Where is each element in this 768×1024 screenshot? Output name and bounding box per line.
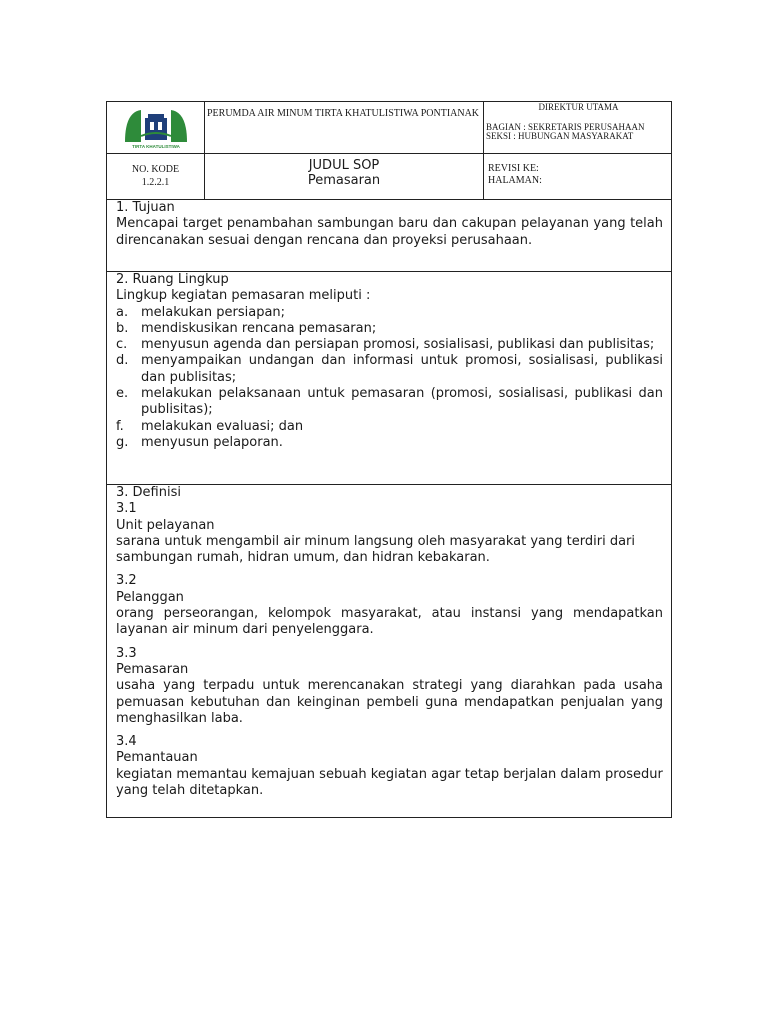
section-definisi [107, 485, 671, 817]
director-title: DIREKTUR UTAMA [538, 102, 619, 112]
definition-term: Unit pelayanan [116, 517, 215, 533]
definition-number: 3.3 [116, 645, 137, 661]
svg-text:TIRTA KHATULISTIWA: TIRTA KHATULISTIWA [132, 144, 180, 149]
definition-text: sarana untuk mengambil air minum langsung oleh masyarakat yang terdiri dari sambungan rumah, hidran umum, dan hidran kebakaran. [116, 533, 635, 566]
sop-document [106, 101, 672, 818]
definition-term: Pemasaran [116, 661, 189, 677]
definition-text: orang perseorangan, kelompok masyarakat, atau instansi yang mendapatkan layanan air minum dari penyelenggara. [116, 606, 663, 638]
section-tujuan [107, 200, 671, 272]
definition-number: 3.1 [116, 501, 137, 517]
definition-number: 3.2 [116, 573, 137, 589]
list-item: c. menyusun agenda dan persiapan promosi, sosialisasi, publikasi dan publisitas; [116, 337, 655, 353]
header-row [107, 102, 671, 154]
revision-label: REVISI KE: [488, 163, 539, 174]
definition-item [116, 501, 663, 566]
sop-label: JUDUL SOP [308, 158, 380, 173]
list-item: a. melakukan persiapan; [116, 304, 286, 320]
sop-title: Pemasaran [307, 173, 381, 188]
list-item: e. melakukan pelaksanaan untuk pemasaran (promosi, sosialisasi, publikasi dan publisitas); [116, 386, 663, 418]
list-item: g. menyusun pelaporan. [116, 434, 283, 450]
code-cell [107, 154, 205, 199]
definition-text: kegiatan memantau kemajuan sebuah kegiatan agar tetap berjalan dalam prosedur yang telah ditetapkan. [116, 766, 663, 799]
code-label: NO. KODE [131, 164, 180, 175]
header-row-2 [107, 154, 671, 200]
definition-item [116, 646, 663, 727]
scope-list [116, 305, 663, 452]
section-heading: 2. Ruang Lingkup [116, 272, 229, 287]
definition-term: Pelanggan [116, 589, 184, 605]
logo-cell [107, 102, 205, 153]
definition-item [116, 734, 663, 799]
definition-item [116, 573, 663, 638]
section-heading: 1. Tujuan [116, 200, 175, 215]
section-heading: 3. Definisi [116, 485, 181, 500]
code-value: 1.2.2.1 [141, 177, 170, 188]
director-cell [484, 102, 671, 153]
organization-name: PERUMDA AIR MINUM TIRTA KHATULISTIWA PONTIANAK [205, 102, 484, 153]
sop-title-cell [205, 154, 484, 199]
list-item: b. mendiskusikan rencana pemasaran; [116, 320, 377, 336]
definition-text: usaha yang terpadu untuk merencanakan strategi yang diarahkan pada usaha pemuasan kebutuhan dan keinginan pembeli guna mendapatkan penjualan yang menghasilkan laba. [116, 678, 663, 726]
definition-term: Pemantauan [116, 750, 198, 766]
revision-cell [484, 154, 671, 199]
page-label: HALAMAN: [488, 175, 542, 186]
company-logo-icon [121, 106, 191, 150]
department-text: BAGIAN : SEKRETARIS PERUSAHAAN [486, 121, 645, 132]
section-text: Mencapai target penambahan sambungan baru dan cakupan pelayanan yang telah direncanakan sesuai dengan rencana dan proyeksi perusahaan. [116, 216, 663, 248]
definition-number: 3.4 [116, 734, 137, 750]
list-item: f. melakukan evaluasi; dan [116, 418, 304, 434]
list-item: d. menyampaikan undangan dan informasi untuk promosi, sosialisasi, publikasi dan publisitas; [116, 353, 663, 385]
section-intro: Lingkup kegiatan pemasaran meliputi : [116, 288, 371, 304]
section-ruang-lingkup [107, 272, 671, 485]
section-text: SEKSI : HUBUNGAN MASYARAKAT [486, 131, 634, 141]
